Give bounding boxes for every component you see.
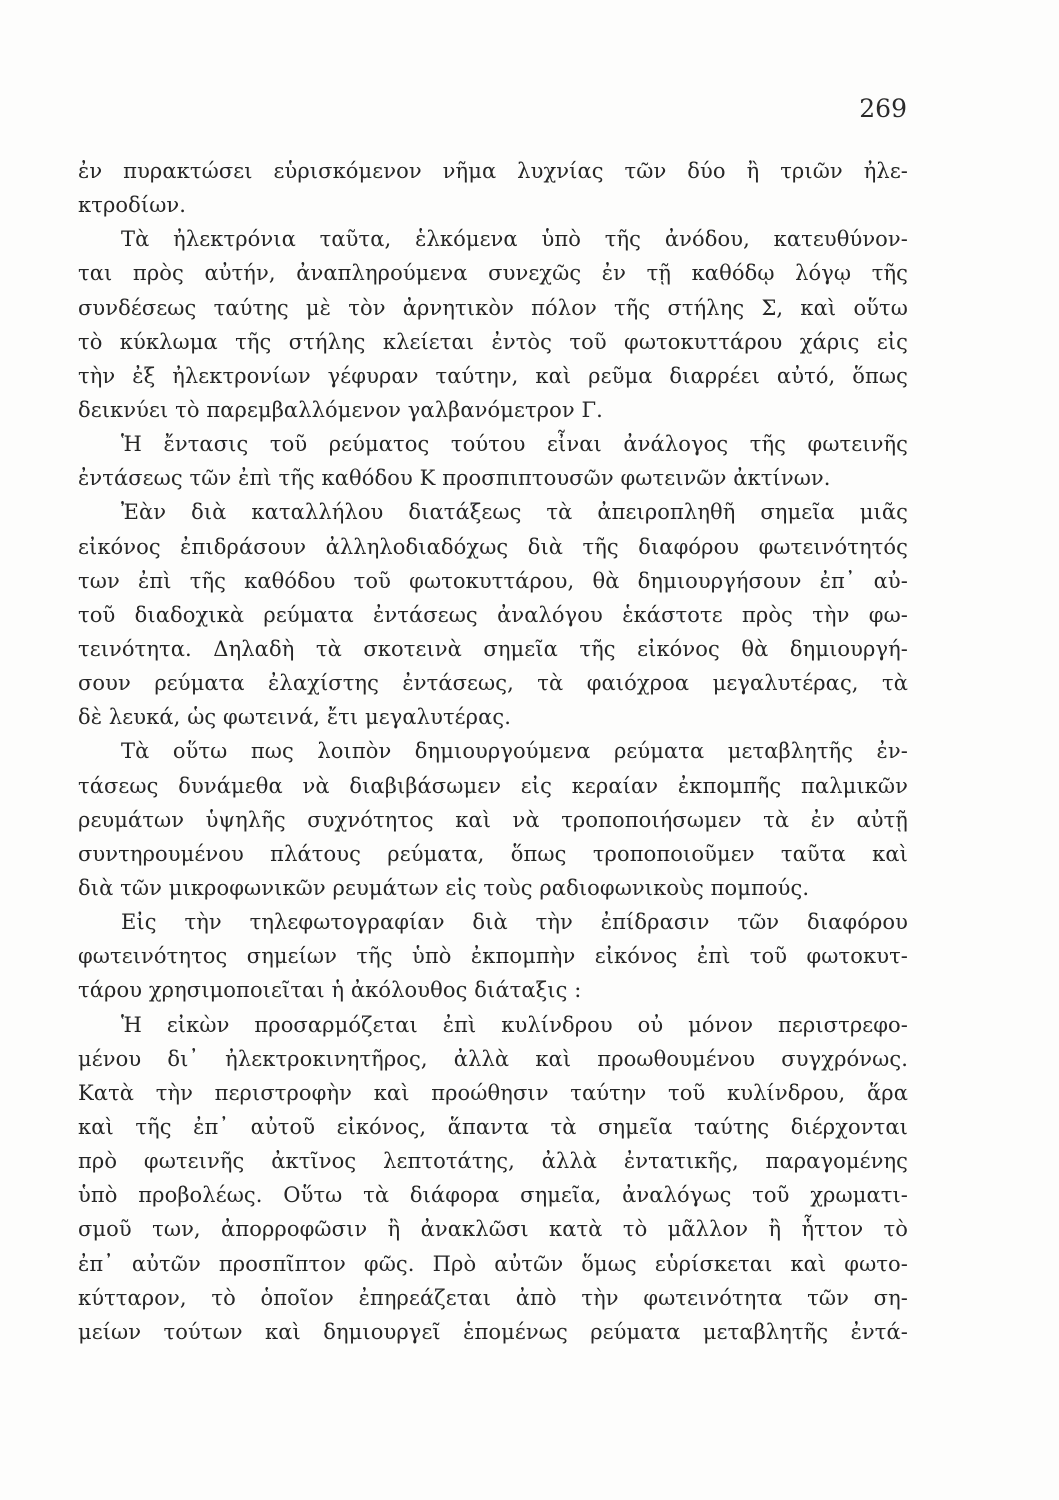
text-line: τὴν ἐξ ἠλεκτρονίων γέφυραν ταύτην, καὶ ρεῦμα διαρρέει αὐτό, ὅπως <box>78 363 908 388</box>
text-line: τοῦ διαδοχικὰ ρεύματα ἐντάσεως ἀναλόγου ἑκάστοτε πρὸς τὴν φω- <box>78 602 908 627</box>
text-line: φωτεινότητος σημείων τῆς ὑπὸ ἐκπομπὴν εἰκόνος ἐπὶ τοῦ φωτοκυτ- <box>78 944 908 969</box>
text-line: Ἡ εἰκὼν προσαρμόζεται ἐπὶ κυλίνδρου οὐ μόνον περιστρεφο- <box>121 1012 908 1037</box>
text-line: Τὰ ἠλεκτρόνια ταῦτα, ἑλκόμενα ὑπὸ τῆς ἀνόδου, κατευθύνον- <box>121 227 908 252</box>
text-line: ρευμάτων ὑψηλῆς συχνότητος καὶ νὰ τροποποιήσωμεν τὰ ἐν αὐτῇ <box>78 807 908 832</box>
text-line: ἐντάσεως τῶν ἐπὶ τῆς καθόδου Κ προσπιπτουσῶν φωτεινῶν ἀκτίνων. <box>78 466 831 491</box>
text-line: ὑπὸ προβολέως. Οὕτω τὰ διάφορα σημεῖα, ἀναλόγως τοῦ χρωματι- <box>78 1183 908 1208</box>
body-text <box>78 154 908 1349</box>
text-line: των ἐπὶ τῆς καθόδου τοῦ φωτοκυττάρου, θὰ δημιουργήσουν ἐπ᾽ αὐ- <box>78 568 908 593</box>
text-line: συνδέσεως ταύτης μὲ τὸν ἀρνητικὸν πόλον τῆς στήλης Σ, καὶ οὕτω <box>78 295 908 320</box>
text-line: κύτταρον, τὸ ὁποῖον ἐπηρεάζεται ἀπὸ τὴν φωτεινότητα τῶν ση- <box>78 1285 908 1310</box>
text-line: ἐν πυρακτώσει εὑρισκόμενον νῆμα λυχνίας τῶν δύο ἢ τριῶν ἠλε- <box>78 159 908 183</box>
text-line: δὲ λευκά, ὡς φωτεινά, ἔτι μεγαλυτέρας. <box>78 705 512 730</box>
text-line: δεικνύει τὸ παρεμβαλλόμενον γαλβανόμετρον Γ. <box>78 397 603 422</box>
text-line: σμοῦ των, ἀπορροφῶσιν ἢ ἀνακλῶσι κατὰ τὸ μᾶλλον ἢ ἧττον τὸ <box>78 1217 908 1242</box>
text-line: μείων τούτων καὶ δημιουργεῖ ἑπομένως ρεύματα μεταβλητῆς ἐντά- <box>78 1319 908 1344</box>
text-line: τάσεως δυνάμεθα νὰ διαβιβάσωμεν εἰς κεραίαν ἐκπομπῆς παλμικῶν <box>78 773 908 798</box>
text-line: εἰκόνος ἐπιδράσουν ἀλληλοδιαδόχως διὰ τῆς διαφόρου φωτεινότητός <box>78 534 908 559</box>
page-number: 269 <box>859 94 907 123</box>
text-line: σουν ρεύματα ἐλαχίστης ἐντάσεως, τὰ φαιόχροα μεγαλυτέρας, τὰ <box>78 671 908 696</box>
text-line: Ἡ ἔντασις τοῦ ρεύματος τούτου εἶναι ἀνάλογος τῆς φωτεινῆς <box>121 432 908 457</box>
text-line: τὸ κύκλωμα τῆς στήλης κλείεται ἐντὸς τοῦ φωτοκυττάρου χάρις εἰς <box>78 329 908 354</box>
text-line: τάρου χρησιμοποιεῖται ἡ ἀκόλουθος διάταξις : <box>78 978 582 1003</box>
text-line: Τὰ οὕτω πως λοιπὸν δημιουργούμενα ρεύματα μεταβλητῆς ἐν- <box>121 739 908 764</box>
text-line: πρὸ φωτεινῆς ἀκτῖνος λεπτοτάτης, ἀλλὰ ἐντατικῆς, παραγομένης <box>78 1149 908 1174</box>
text-line: Κατὰ τὴν περιστροφὴν καὶ προώθησιν ταύτην τοῦ κυλίνδρου, ἅρα <box>78 1080 908 1105</box>
text-line: Εἰς τὴν τηλεφωτογραφίαν διὰ τὴν ἐπίδρασιν τῶν διαφόρου <box>121 910 908 935</box>
text-line: τεινότητα. Δηλαδὴ τὰ σκοτεινὰ σημεῖα τῆς εἰκόνος θὰ δημιουργή- <box>78 636 908 661</box>
text-line: διὰ τῶν μικροφωνικῶν ρευμάτων εἰς τοὺς ραδιοφωνικοὺς πομπούς. <box>78 875 810 900</box>
text-line: μένου δι᾽ ἠλεκτροκινητῆρος, ἀλλὰ καὶ προωθουμένου συγχρόνως. <box>78 1046 908 1071</box>
text-line: συντηρουμένου πλάτους ρεύματα, ὅπως τροποποιοῦμεν ταῦτα καὶ <box>78 841 908 866</box>
text-line: ἐπ᾽ αὐτῶν προσπῖπτον φῶς. Πρὸ αὐτῶν ὅμως εὑρίσκεται καὶ φωτο- <box>78 1251 908 1276</box>
text-line: καὶ τῆς ἐπ᾽ αὐτοῦ εἰκόνος, ἅπαντα τὰ σημεῖα ταύτης διέρχονται <box>78 1114 908 1139</box>
text-line: κτροδίων. <box>78 193 187 218</box>
text-line: Ἐὰν διὰ καταλλήλου διατάξεως τὰ ἀπειροπληθῆ σημεῖα μιᾶς <box>121 500 908 525</box>
text-line: ται πρὸς αὐτήν, ἀναπληρούμενα συνεχῶς ἐν τῇ καθόδῳ λόγῳ τῆς <box>78 261 908 286</box>
